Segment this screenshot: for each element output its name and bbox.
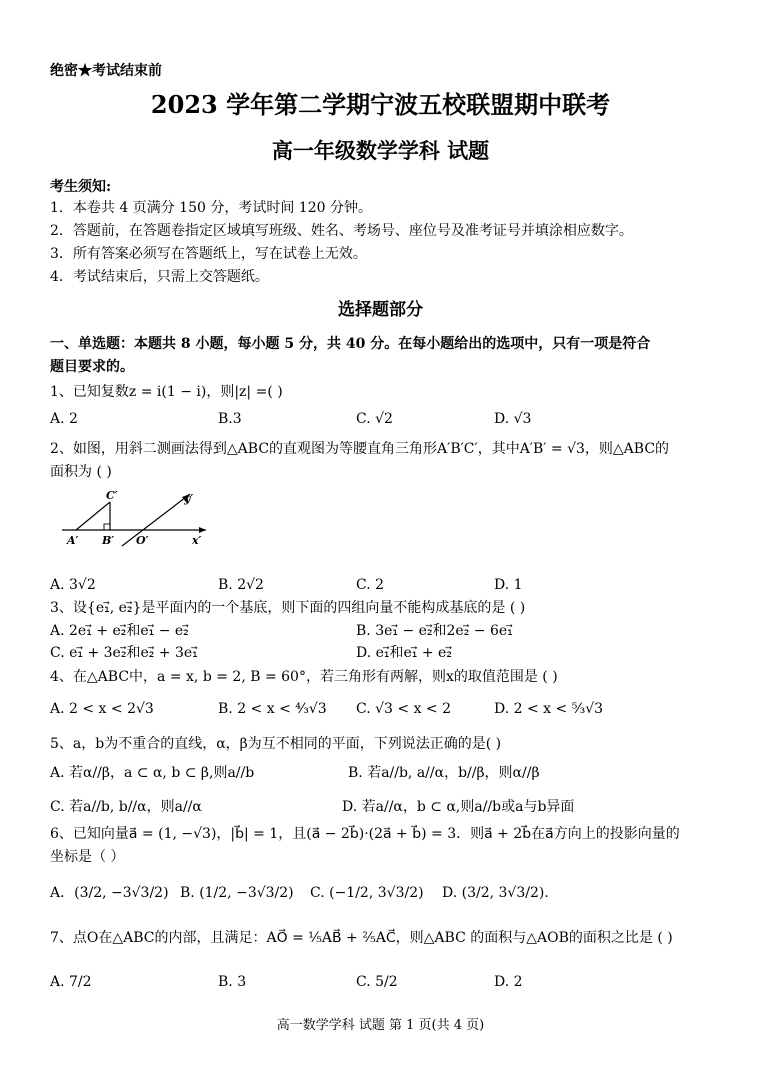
option-b: B. 3e₁⃗ − e₂⃗和2e₂⃗ − 6e₁⃗ — [356, 623, 513, 639]
part-instruction: 题目要求的。 — [50, 359, 134, 375]
question-stem: 1、已知复数z = i(1 − i)，则|z| =( ) — [50, 384, 283, 400]
option-c: C. 2 — [356, 577, 385, 593]
option-b: B. 2√2 — [218, 577, 264, 593]
exam-title: 2023 学年第二学期宁波五校联盟期中联考 — [150, 90, 611, 119]
option-a: A. 2e₁⃗ + e₂⃗和e₁⃗ − e₂⃗ — [50, 623, 189, 639]
hypotenuse-ac — [76, 502, 110, 530]
option-d: D. 1 — [494, 577, 523, 593]
option-d: D. √3 — [494, 411, 532, 427]
question-stem: 6、已知向量a⃗ = (1, −√3)，|b⃗| = 1，且(a⃗ − 2b⃗)·(2a⃗ + b⃗) = 3．则a⃗ + 2b⃗在a⃗方向上的投影向量的 — [50, 826, 680, 842]
page-footer: 高一数学学科 试题 第 1 页(共 4 页) — [276, 1018, 485, 1033]
label-a: A′ — [67, 534, 79, 547]
option-c: C. e₁⃗ + 3e₂⃗和e₂⃗ + 3e₁⃗ — [50, 645, 198, 661]
option-a: A．(3/2, −3√3/2) — [50, 885, 169, 901]
option-b: B.3 — [218, 411, 242, 427]
notice-heading: 考生须知: — [50, 179, 112, 195]
option-b: B. (1/2, −3√3/2) — [180, 885, 294, 901]
label-x: x′ — [192, 534, 202, 547]
option-a: A. 3√2 — [50, 577, 96, 593]
confidential-label: 绝密★考试结束前 — [50, 63, 162, 79]
question-stem: 2、如图，用斜二测画法得到△ABC的直观图为等腰直角三角形A′B′C′，其中A′B′ = √3，则△ABC的 — [50, 441, 670, 457]
notice-item: 1．本卷共 4 页满分 150 分，考试时间 120 分钟。 — [50, 200, 372, 216]
right-angle-mark — [104, 524, 110, 530]
option-b: B. 若a//b, a//α，b//β，则α//β — [348, 765, 540, 781]
y-axis — [122, 494, 190, 546]
question-stem: 7、点O在△ABC的内部，且满足：AO⃗ = ¹⁄₅AB⃗ + ²⁄₅AC⃗，则△ABC 的面积与△AOB的面积之比是 ( ) — [50, 930, 673, 946]
option-d: D. (3/2, 3√3/2). — [442, 885, 549, 901]
option-c: C. 5/2 — [356, 974, 398, 990]
label-c: C′ — [106, 489, 118, 502]
section-title: 选择题部分 — [338, 300, 423, 320]
notice-item: 4．考试结束后，只需上交答题纸。 — [50, 269, 269, 285]
label-o: O′ — [136, 534, 149, 547]
option-c: C. √3 < x < 2 — [356, 701, 452, 717]
question-stem: 3、设{e₁⃗, e₂⃗}是平面内的一个基底，则下面的四组向量不能构成基底的是 ( ) — [50, 600, 526, 616]
question-stem: 坐标是（ ） — [50, 849, 125, 865]
x-axis-arrow — [199, 527, 206, 533]
question-stem: 5、a，b为不重合的直线，α，β为互不相同的平面，下列说法正确的是( ) — [50, 736, 502, 752]
option-d: D. e₁⃗和e₁⃗ + e₂⃗ — [356, 645, 452, 661]
label-b: B′ — [102, 534, 115, 547]
option-d: D. 2 < x < ⁵⁄₃√3 — [494, 701, 604, 717]
option-b: B. 3 — [218, 974, 247, 990]
option-d: D. 若a//α，b ⊂ α,则a//b或a与b异面 — [342, 799, 575, 815]
option-c: C. (−1/2, 3√3/2) — [310, 885, 424, 901]
option-a: A. 7/2 — [50, 974, 92, 990]
notice-item: 3．所有答案必须写在答题纸上，写在试卷上无效。 — [50, 246, 367, 262]
option-d: D. 2 — [494, 974, 523, 990]
option-a: A. 若α//β，a ⊂ α, b ⊂ β,则a//b — [50, 765, 255, 781]
option-a: A. 2 < x < 2√3 — [50, 701, 154, 717]
label-y: y′ — [184, 492, 194, 505]
oblique-diagram — [60, 488, 220, 550]
option-c: C. 若a//b, b//α，则a//α — [50, 799, 202, 815]
part-instruction: 一、单选题：本题共 8 小题，每小题 5 分，共 40 分。在每小题给出的选项中，只有一项是符合 — [50, 336, 651, 352]
question-stem: 4、在△ABC中，a = x, b = 2, B = 60°，若三角形有两解，则x的取值范围是 ( ) — [50, 669, 558, 685]
option-c: C. √2 — [356, 411, 393, 427]
option-a: A. 2 — [50, 411, 78, 427]
question-stem: 面积为 ( ) — [50, 464, 112, 480]
exam-subtitle: 高一年级数学学科 试题 — [271, 138, 490, 163]
option-b: B. 2 < x < ⁴⁄₃√3 — [218, 701, 327, 717]
notice-item: 2．答题前，在答题卷指定区域填写班级、姓名、考场号、座位号及准考证号并填涂相应数字。 — [50, 223, 633, 239]
